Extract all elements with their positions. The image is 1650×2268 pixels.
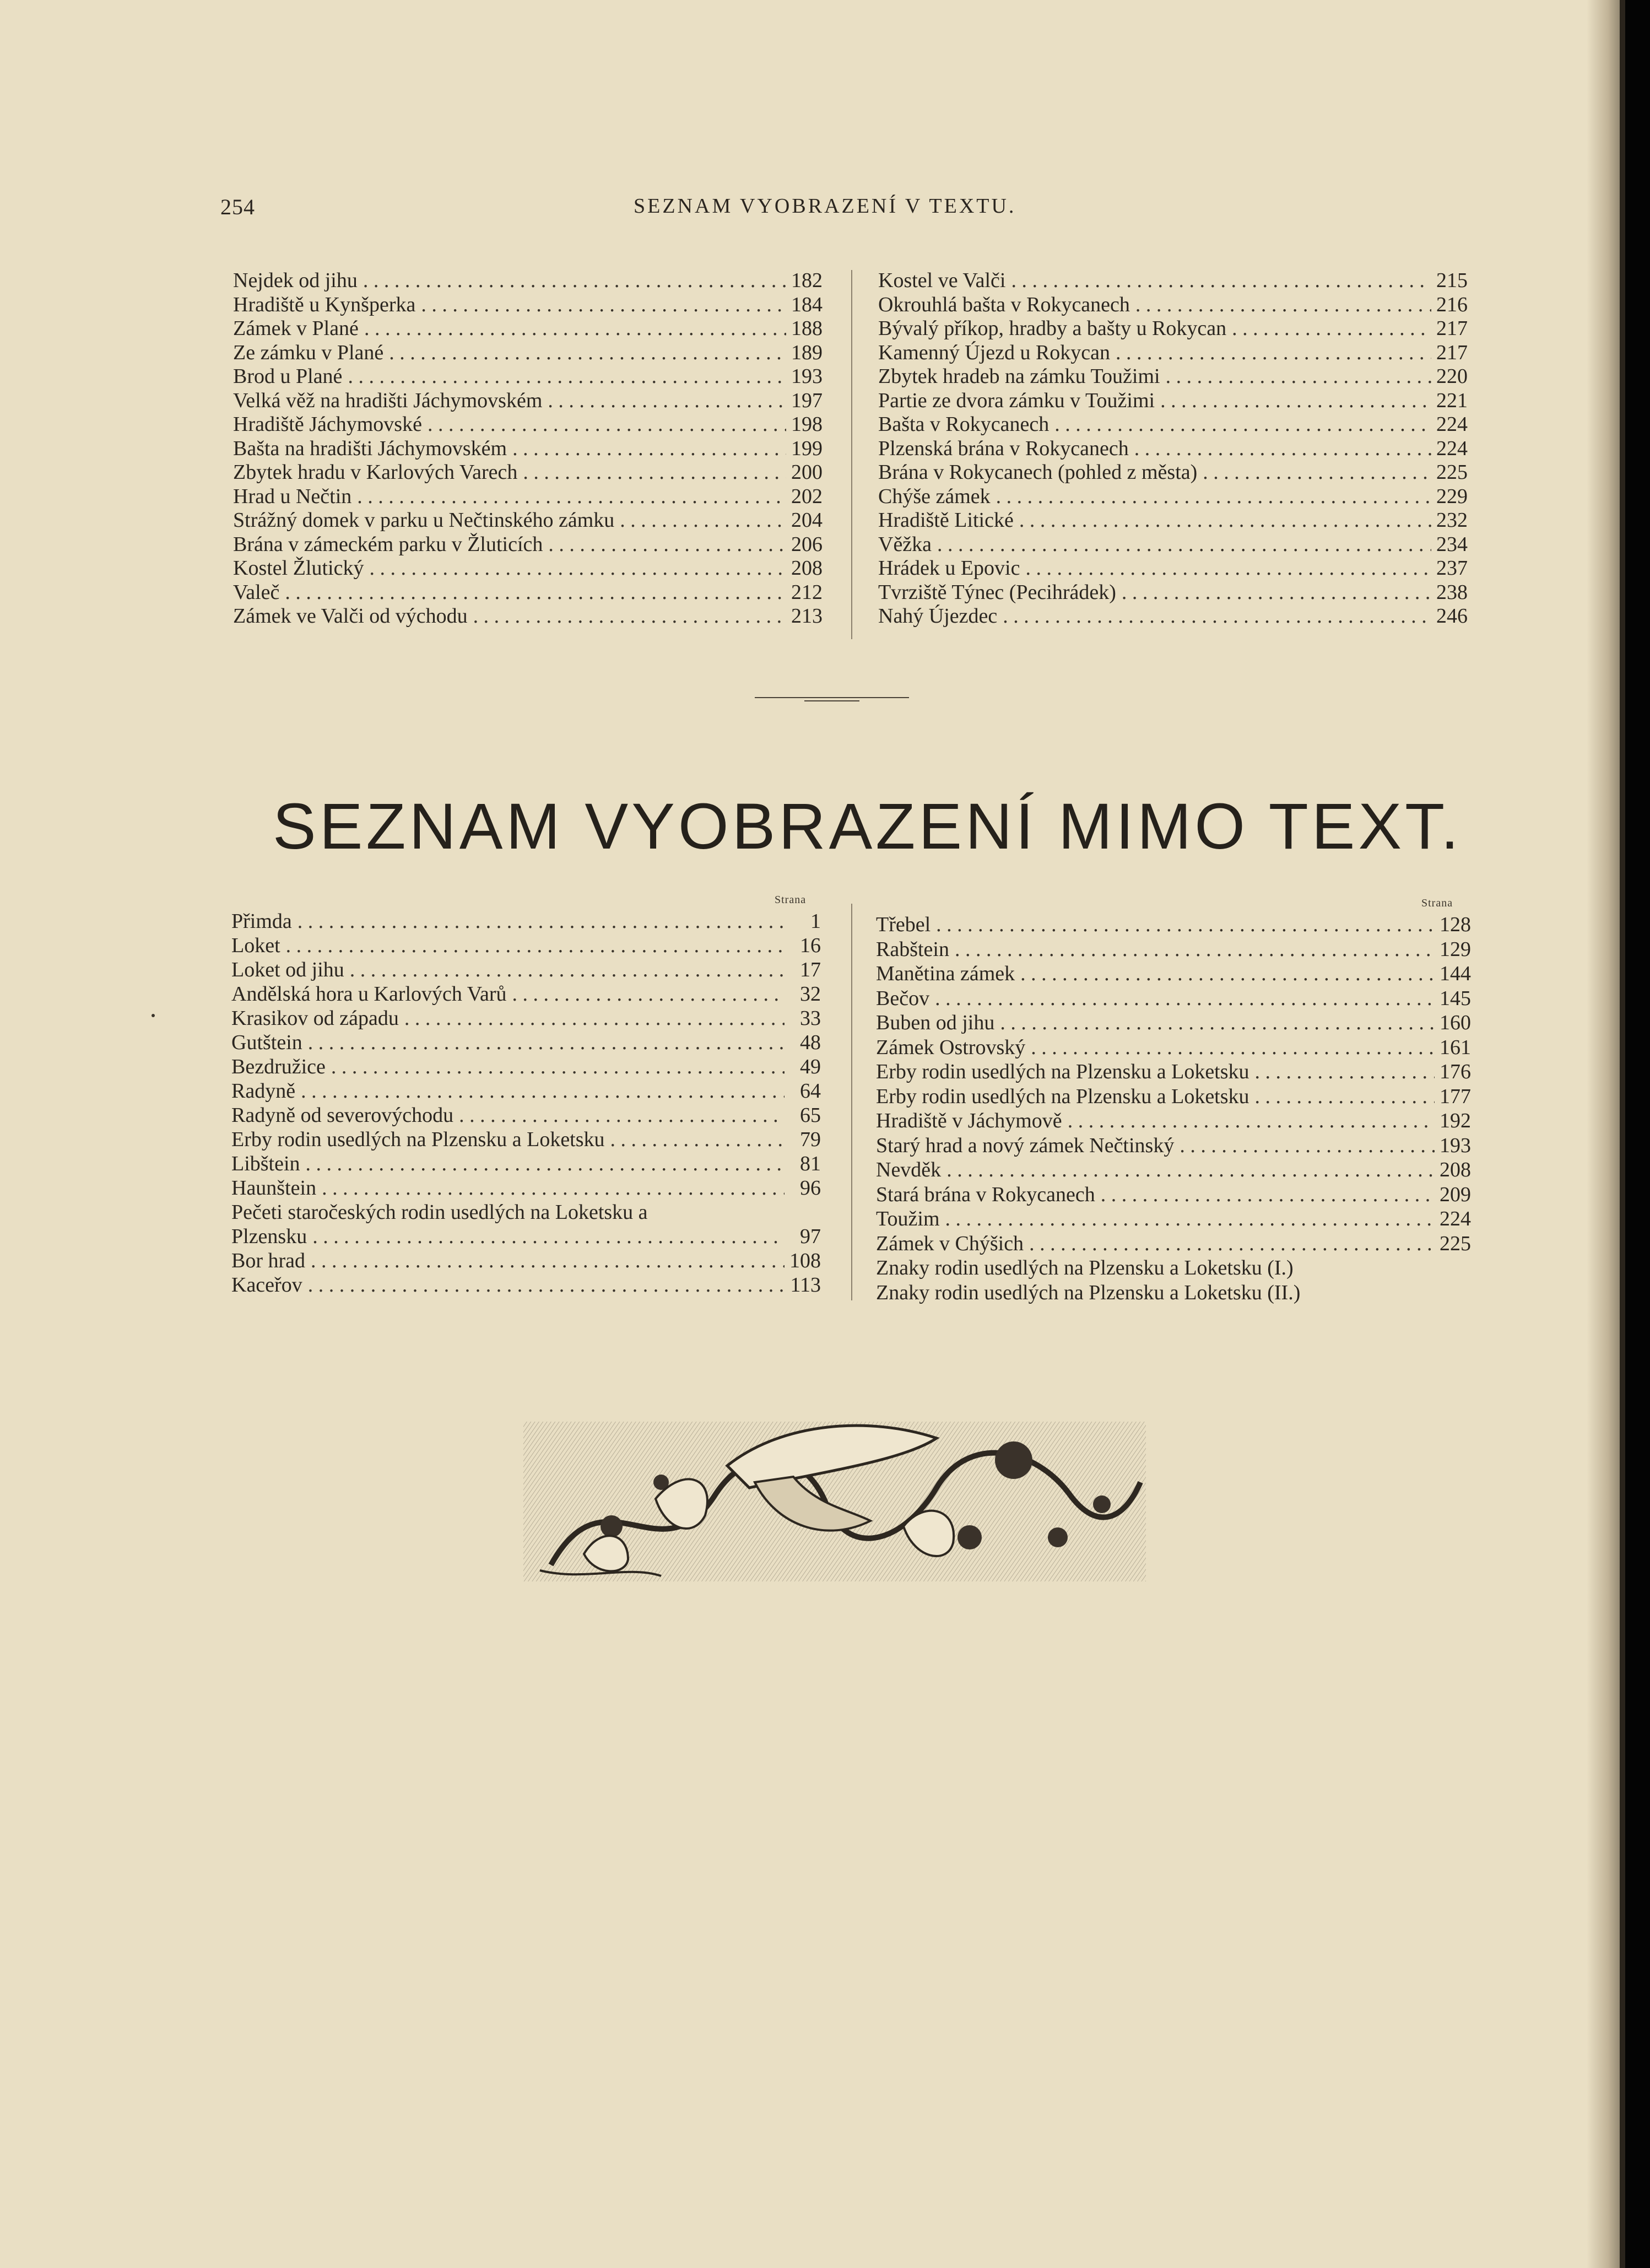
- entry-page-number: 193: [1440, 1133, 1471, 1157]
- page-number: 254: [220, 195, 255, 219]
- entry-title: Plzensku: [231, 1225, 307, 1248]
- dot-leader: [941, 1158, 1435, 1182]
- list-entry: [878, 485, 1468, 509]
- entry-page-number: 48: [800, 1031, 821, 1054]
- entry-title: Kostel ve Valči: [878, 269, 1006, 292]
- list-entry: [231, 958, 821, 982]
- list-entry: [878, 365, 1468, 389]
- list-entry: [876, 1182, 1471, 1207]
- list-entry: [876, 1281, 1471, 1305]
- entry-title: Kamenný Újezd u Rokycan: [878, 341, 1111, 364]
- list-entry: [878, 293, 1468, 317]
- entry-page-number: 189: [791, 341, 823, 364]
- entry-title: Zámek v Chýšich: [876, 1232, 1024, 1255]
- list-entry: [876, 1207, 1471, 1232]
- entry-page-number: 213: [791, 604, 823, 628]
- entry-page-number: 64: [800, 1079, 821, 1103]
- dot-leader: [940, 1207, 1435, 1232]
- entry-title: Bor hrad: [231, 1249, 306, 1272]
- dot-leader: [1197, 461, 1431, 485]
- entry-title: Zbytek hradu v Karlových Varech: [233, 461, 518, 484]
- entry-page-number: 246: [1436, 604, 1468, 628]
- dot-leader: [507, 982, 785, 1006]
- list-entry: [878, 413, 1468, 437]
- list-entry: [233, 317, 823, 341]
- list-entry: [231, 1176, 821, 1200]
- dot-leader: [358, 269, 786, 293]
- dot-leader: [342, 365, 786, 389]
- list-entry: [878, 461, 1468, 485]
- column-divider: [851, 270, 852, 639]
- list-entry: [876, 986, 1471, 1011]
- dot-leader: [383, 341, 786, 365]
- list-entry: [231, 933, 821, 958]
- list-entry: [876, 1256, 1471, 1281]
- list-entry: [231, 1249, 821, 1273]
- entry-page-number: 79: [800, 1128, 821, 1151]
- ink-speck: [152, 1014, 155, 1017]
- entry-page-number: 217: [1436, 317, 1468, 340]
- list-entry: [231, 909, 821, 933]
- entry-title: Zámek v Plané: [233, 317, 359, 340]
- dot-leader: [507, 437, 786, 461]
- list-entry: [233, 461, 823, 485]
- entry-title: Stará brána v Rokycanech: [876, 1182, 1095, 1206]
- entry-title: Ze zámku v Plané: [233, 341, 384, 364]
- entry-page-number: 208: [791, 557, 823, 580]
- dot-leader: [1095, 1182, 1435, 1207]
- entry-page-number: 204: [791, 509, 823, 532]
- entry-title: Chýše zámek: [878, 484, 991, 508]
- entry-page-number: 182: [791, 269, 823, 292]
- entry-page-number: 224: [1436, 436, 1468, 460]
- entry-page-number: 200: [791, 461, 823, 484]
- entry-page-number: 216: [1436, 293, 1468, 316]
- entry-page-number: 160: [1440, 1011, 1471, 1034]
- entry-page-number: 225: [1436, 461, 1468, 484]
- dot-leader: [344, 958, 785, 982]
- dot-leader: [280, 933, 785, 958]
- entry-title: Libštein: [231, 1152, 300, 1175]
- entry-title: Třebel: [876, 913, 931, 936]
- entry-page-number: 198: [791, 413, 823, 436]
- list-entry: [878, 437, 1468, 461]
- dot-leader: [929, 986, 1435, 1011]
- list-entry: [878, 533, 1468, 557]
- entry-title: Erby rodin usedlých na Plzensku a Loketsku: [876, 1084, 1249, 1108]
- dot-leader: [1005, 269, 1431, 293]
- list-entry: [233, 293, 823, 317]
- dot-leader: [931, 912, 1435, 937]
- entry-page-number: 1: [810, 910, 821, 933]
- dot-leader: [1226, 317, 1431, 341]
- entry-title: Brod u Plané: [233, 365, 343, 388]
- entry-title: Hrádek u Epovic: [878, 557, 1020, 580]
- entry-page-number: 184: [791, 293, 823, 316]
- dot-leader: [302, 1030, 785, 1055]
- entry-title: Nevděk: [876, 1158, 942, 1181]
- dot-leader: [614, 509, 786, 533]
- entry-title: Kaceřov: [231, 1273, 302, 1297]
- list-entry: [878, 581, 1468, 605]
- entry-page-number: 224: [1440, 1207, 1471, 1230]
- plates-list-left-column: [231, 909, 821, 1297]
- entry-title: Hradiště Litické: [878, 509, 1014, 532]
- entry-title: Toužim: [876, 1207, 940, 1230]
- entry-title: Valeč: [233, 580, 280, 604]
- entry-page-number: 128: [1440, 913, 1471, 936]
- entry-title: Haunštein: [231, 1176, 317, 1200]
- column-divider-2: [851, 904, 852, 1300]
- list-entry: [231, 1103, 821, 1127]
- list-entry: [876, 962, 1471, 986]
- list-entry: [233, 604, 823, 629]
- list-entry: [231, 1006, 821, 1030]
- entry-page-number: 108: [789, 1249, 821, 1272]
- entry-title: Velká věž na hradišti Jáchymovském: [233, 388, 543, 412]
- entry-page-number: 206: [791, 532, 823, 556]
- page-edge: [1620, 0, 1625, 2268]
- section-title: SEZNAM VYOBRAZENÍ MIMO TEXT.: [273, 790, 1462, 863]
- entry-page-number: 225: [1440, 1232, 1471, 1255]
- dot-leader: [997, 604, 1431, 629]
- dot-leader: [1160, 365, 1431, 389]
- entry-title: Nejdek od jihu: [233, 269, 358, 292]
- list-entry: [231, 1079, 821, 1103]
- entry-page-number: 217: [1436, 341, 1468, 364]
- entry-page-number: 129: [1440, 937, 1471, 961]
- entry-page-number: 232: [1436, 509, 1468, 532]
- dot-leader: [422, 413, 786, 437]
- entry-page-number: 193: [791, 365, 823, 388]
- dot-leader: [542, 389, 786, 413]
- list-entry: [233, 557, 823, 581]
- entry-page-number: 224: [1436, 413, 1468, 436]
- list-entry: [878, 389, 1468, 413]
- list-entry: [233, 365, 823, 389]
- entry-page-number: 113: [790, 1273, 821, 1297]
- list-entry: [876, 1060, 1471, 1084]
- list-entry: [231, 1055, 821, 1079]
- list-entry: [233, 485, 823, 509]
- entry-page-number: 97: [800, 1225, 821, 1248]
- dot-leader: [1025, 1035, 1435, 1060]
- list-entry: [876, 1011, 1471, 1035]
- entry-page-number: 197: [791, 388, 823, 412]
- dot-leader: [316, 1176, 785, 1200]
- dot-leader: [1116, 581, 1431, 605]
- entry-title: Zámek Ostrovský: [876, 1035, 1026, 1059]
- list-entry: [878, 509, 1468, 533]
- entry-title: Loket od jihu: [231, 958, 344, 981]
- entry-page-number: 199: [791, 436, 823, 460]
- entry-page-number: 238: [1436, 580, 1468, 604]
- entry-page-number: 176: [1440, 1060, 1471, 1083]
- entry-title: Plzenská brána v Rokycanech: [878, 436, 1129, 460]
- entry-title: Přimda: [231, 910, 292, 933]
- entry-title: Starý hrad a nový zámek Nečtinský: [876, 1133, 1175, 1157]
- dot-leader: [295, 1079, 785, 1103]
- entry-page-number: 192: [1440, 1109, 1471, 1132]
- list-entry: [231, 982, 821, 1006]
- list-entry: [876, 1109, 1471, 1133]
- dot-leader: [1249, 1060, 1435, 1084]
- entry-title: Gutštein: [231, 1031, 302, 1054]
- list-entry: [233, 509, 823, 533]
- list-entry: [878, 269, 1468, 293]
- list-entry: [876, 937, 1471, 962]
- list-entry: [233, 269, 823, 293]
- entry-title: Tvrziště Týnec (Pecihrádek): [878, 580, 1116, 604]
- entry-title: Hrad u Nečtin: [233, 484, 352, 508]
- dot-leader: [1062, 1109, 1435, 1133]
- entry-page-number: 32: [800, 982, 821, 1006]
- dot-leader: [949, 937, 1435, 962]
- entry-page-number: 202: [791, 484, 823, 508]
- list-entry: [231, 1273, 821, 1297]
- entry-title: Zbytek hradeb na zámku Toužimi: [878, 365, 1160, 388]
- floral-vignette-ornament: [518, 1400, 1151, 1598]
- entry-page-number: 17: [800, 958, 821, 981]
- dot-leader: [1024, 1232, 1435, 1256]
- dot-leader: [305, 1249, 785, 1273]
- entry-title: Bečov: [876, 986, 930, 1010]
- strana-label-right: Strana: [1421, 897, 1453, 909]
- entry-page-number: 237: [1436, 557, 1468, 580]
- entry-page-number: 221: [1436, 388, 1468, 412]
- entry-title: Brána v zámeckém parku v Žluticích: [233, 532, 543, 556]
- list-entry: [878, 317, 1468, 341]
- entry-title: Radyně od severovýchodu: [231, 1104, 454, 1127]
- entry-page-number: 161: [1440, 1035, 1471, 1059]
- dot-leader: [543, 533, 786, 557]
- entry-title: Pečeti staročeských rodin usedlých na Loketsku a: [231, 1201, 648, 1224]
- text-list-left-column: [233, 269, 823, 629]
- dot-leader: [364, 557, 786, 581]
- dot-leader: [1174, 1133, 1435, 1158]
- list-entry: [876, 1158, 1471, 1182]
- entry-page-number: 81: [800, 1152, 821, 1175]
- dot-leader: [302, 1273, 785, 1297]
- entry-title: Radyně: [231, 1079, 296, 1103]
- entry-title: Znaky rodin usedlých na Plzensku a Loketsku (I.): [876, 1256, 1294, 1279]
- list-entry: [878, 341, 1468, 365]
- dot-leader: [415, 293, 786, 317]
- dot-leader: [1110, 341, 1431, 365]
- entry-title: Nahý Újezdec: [878, 604, 998, 628]
- dot-leader: [1249, 1084, 1435, 1109]
- list-entry: [231, 1224, 821, 1249]
- entry-title: Okrouhlá bašta v Rokycanech: [878, 293, 1130, 316]
- dot-leader: [1130, 293, 1431, 317]
- entry-title: Bašta na hradišti Jáchymovském: [233, 436, 507, 460]
- dot-leader: [279, 581, 786, 605]
- dot-leader: [300, 1152, 785, 1176]
- entry-title: Zámek ve Valči od východu: [233, 604, 468, 628]
- list-entry: [233, 581, 823, 605]
- dot-leader: [399, 1006, 785, 1030]
- list-entry: [876, 1133, 1471, 1158]
- dot-leader: [1155, 389, 1431, 413]
- running-head: SEZNAM VYOBRAZENÍ V TEXTU.: [634, 195, 1016, 218]
- dot-leader: [1049, 413, 1431, 437]
- entry-title: Brána v Rokycanech (pohled z města): [878, 461, 1198, 484]
- list-entry: [876, 1035, 1471, 1060]
- entry-title: Krasikov od západu: [231, 1007, 399, 1030]
- entry-title: Bašta v Rokycanech: [878, 413, 1049, 436]
- entry-title: Bezdružice: [231, 1055, 326, 1078]
- dot-leader: [932, 533, 1431, 557]
- entry-title: Bývalý příkop, hradby a bašty u Rokycan: [878, 317, 1227, 340]
- dot-leader: [468, 604, 786, 629]
- entry-title: Rabštein: [876, 937, 949, 961]
- entry-page-number: 96: [800, 1176, 821, 1200]
- entry-title: Kostel Žlutický: [233, 557, 364, 580]
- entry-page-number: 49: [800, 1055, 821, 1078]
- list-entry: [231, 1152, 821, 1176]
- entry-title: Manětina zámek: [876, 962, 1015, 985]
- dot-leader: [991, 485, 1431, 509]
- dot-leader: [517, 461, 786, 485]
- entry-page-number: 177: [1440, 1084, 1471, 1108]
- dot-leader: [307, 1224, 785, 1249]
- list-entry: [876, 912, 1471, 937]
- strana-label-left: Strana: [775, 894, 807, 906]
- dot-leader: [1015, 962, 1435, 986]
- plates-list-right-column: [876, 912, 1471, 1305]
- entry-page-number: 16: [800, 934, 821, 957]
- entry-title: Andělská hora u Karlových Varů: [231, 982, 507, 1006]
- entry-page-number: 220: [1436, 365, 1468, 388]
- entry-page-number: 215: [1436, 269, 1468, 292]
- entry-page-number: 144: [1440, 962, 1471, 985]
- list-entry: [231, 1127, 821, 1152]
- section-divider-ornament: [755, 695, 909, 703]
- dot-leader: [1020, 557, 1431, 581]
- entry-page-number: 145: [1440, 986, 1471, 1010]
- entry-title: Loket: [231, 934, 280, 957]
- entry-page-number: 65: [800, 1104, 821, 1127]
- dot-leader: [351, 485, 786, 509]
- entry-page-number: 234: [1436, 532, 1468, 556]
- dot-leader: [326, 1055, 785, 1079]
- entry-page-number: 209: [1440, 1182, 1471, 1206]
- entry-page-number: 229: [1436, 484, 1468, 508]
- entry-page-number: 208: [1440, 1158, 1471, 1181]
- entry-title: Věžka: [878, 532, 932, 556]
- entry-page-number: 212: [791, 580, 823, 604]
- list-entry: [233, 341, 823, 365]
- list-entry: [231, 1030, 821, 1055]
- list-entry: [233, 437, 823, 461]
- dot-leader: [1014, 509, 1431, 533]
- entry-title: Hradiště v Jáchymově: [876, 1109, 1062, 1132]
- dot-leader: [359, 317, 786, 341]
- dot-leader: [453, 1103, 785, 1127]
- entry-title: Strážný domek v parku u Nečtinského zámku: [233, 509, 615, 532]
- dot-leader: [994, 1011, 1435, 1035]
- text-list-right-column: [878, 269, 1468, 629]
- list-entry: [233, 413, 823, 437]
- entry-title: Hradiště Jáchymovské: [233, 413, 422, 436]
- list-entry: [878, 604, 1468, 629]
- entry-title: Erby rodin usedlých na Plzensku a Loketsku: [876, 1060, 1249, 1083]
- list-entry: [231, 1200, 821, 1224]
- entry-page-number: 33: [800, 1007, 821, 1030]
- entry-page-number: 188: [791, 317, 823, 340]
- dot-leader: [1129, 437, 1431, 461]
- dot-leader: [292, 909, 785, 933]
- dot-leader: [605, 1127, 785, 1152]
- list-entry: [876, 1232, 1471, 1256]
- list-entry: [233, 389, 823, 413]
- entry-title: Partie ze dvora zámku v Toužimi: [878, 388, 1155, 412]
- entry-title: Znaky rodin usedlých na Plzensku a Loketsku (II.): [876, 1281, 1301, 1304]
- list-entry: [876, 1084, 1471, 1109]
- list-entry: [233, 533, 823, 557]
- list-entry: [878, 557, 1468, 581]
- entry-title: Buben od jihu: [876, 1011, 995, 1034]
- entry-title: Hradiště u Kynšperka: [233, 293, 416, 316]
- entry-title: Erby rodin usedlých na Plzensku a Loketsku: [231, 1128, 605, 1151]
